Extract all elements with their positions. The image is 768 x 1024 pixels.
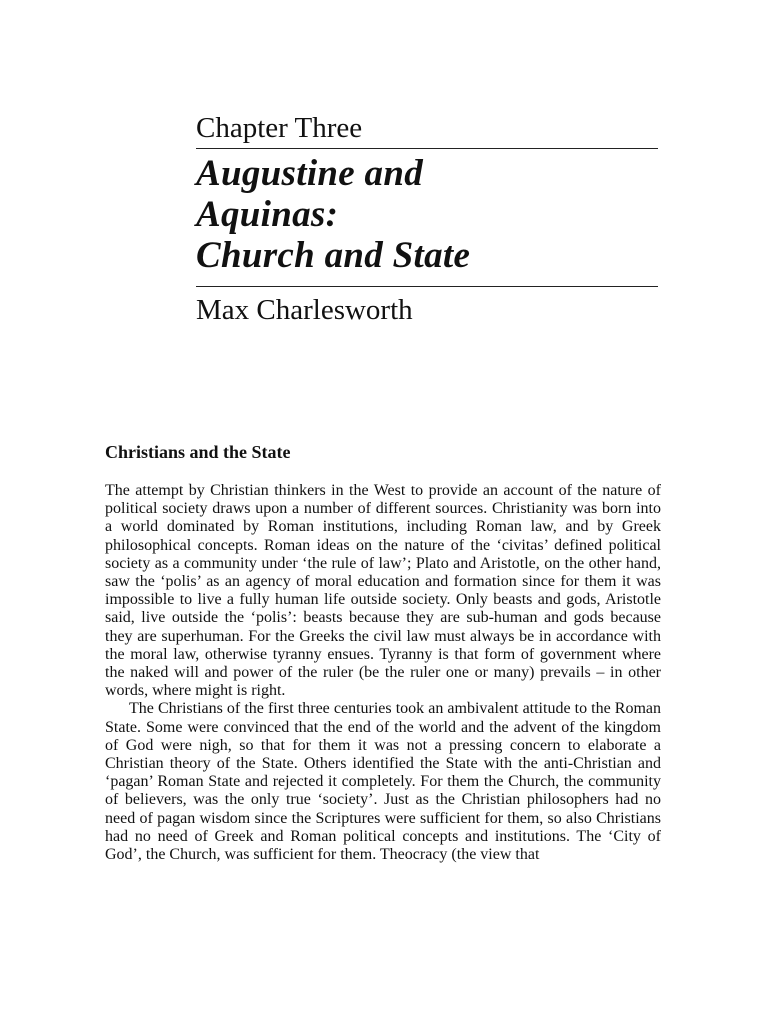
chapter-title-line: Aquinas: xyxy=(196,194,339,235)
chapter-title xyxy=(196,153,658,276)
chapter-title-line: Augustine and xyxy=(196,153,424,194)
bottom-rule xyxy=(196,286,658,287)
paragraph: The Christians of the first three centuries took an ambivalent attitude to the Roman State. Some were convinced that the end of the world and the advent of the kingdom of God were nigh, so that for them it was not a pressing concern to elaborate a Christian theory of the State. Others identified the State with the anti-Christian and ‘pagan’ Roman State and rejected it completely. For them the Church, the community of believers, was the only true ‘society’. Just as the Christian philosophers had no need of pagan wisdom since the Scriptures were sufficient for them, so also Christians had no need of Greek and Roman political concepts and institutions. The ‘City of God’, the Church, was sufficient for them. Theocracy (the view that xyxy=(105,700,661,864)
body-text xyxy=(105,482,661,864)
chapter-label: Chapter Three xyxy=(196,112,363,144)
author-name: Max Charlesworth xyxy=(196,294,413,326)
chapter-title-line: Church and State xyxy=(196,235,471,276)
paragraph: The attempt by Christian thinkers in the West to provide an account of the nature of political society draws upon a number of different sources. Christianity was born into a world dominated by Roman institutions, including Roman law, and by Greek philosophical concepts. Roman ideas on the nature of the ‘civitas’ defined political society as a community under ‘the rule of law’; Plato and Aristotle, on the other hand, saw the ‘polis’ as an agency of moral education and formation since for them it was impossible to live a fully human life outside society. Only beasts and gods, Aristotle said, live outside the ‘polis’: beasts because they are sub-human and gods because they are superhuman. For the Greeks the civil law must always be in accordance with the moral law, otherwise tyranny ensues. Tyranny is that form of government where the naked will and power of the ruler (be the ruler one or many) prevails – in other words, where might is right. xyxy=(105,482,661,700)
chapter-header xyxy=(196,108,658,329)
section-heading: Christians and the State xyxy=(105,442,291,462)
top-rule xyxy=(196,148,658,149)
